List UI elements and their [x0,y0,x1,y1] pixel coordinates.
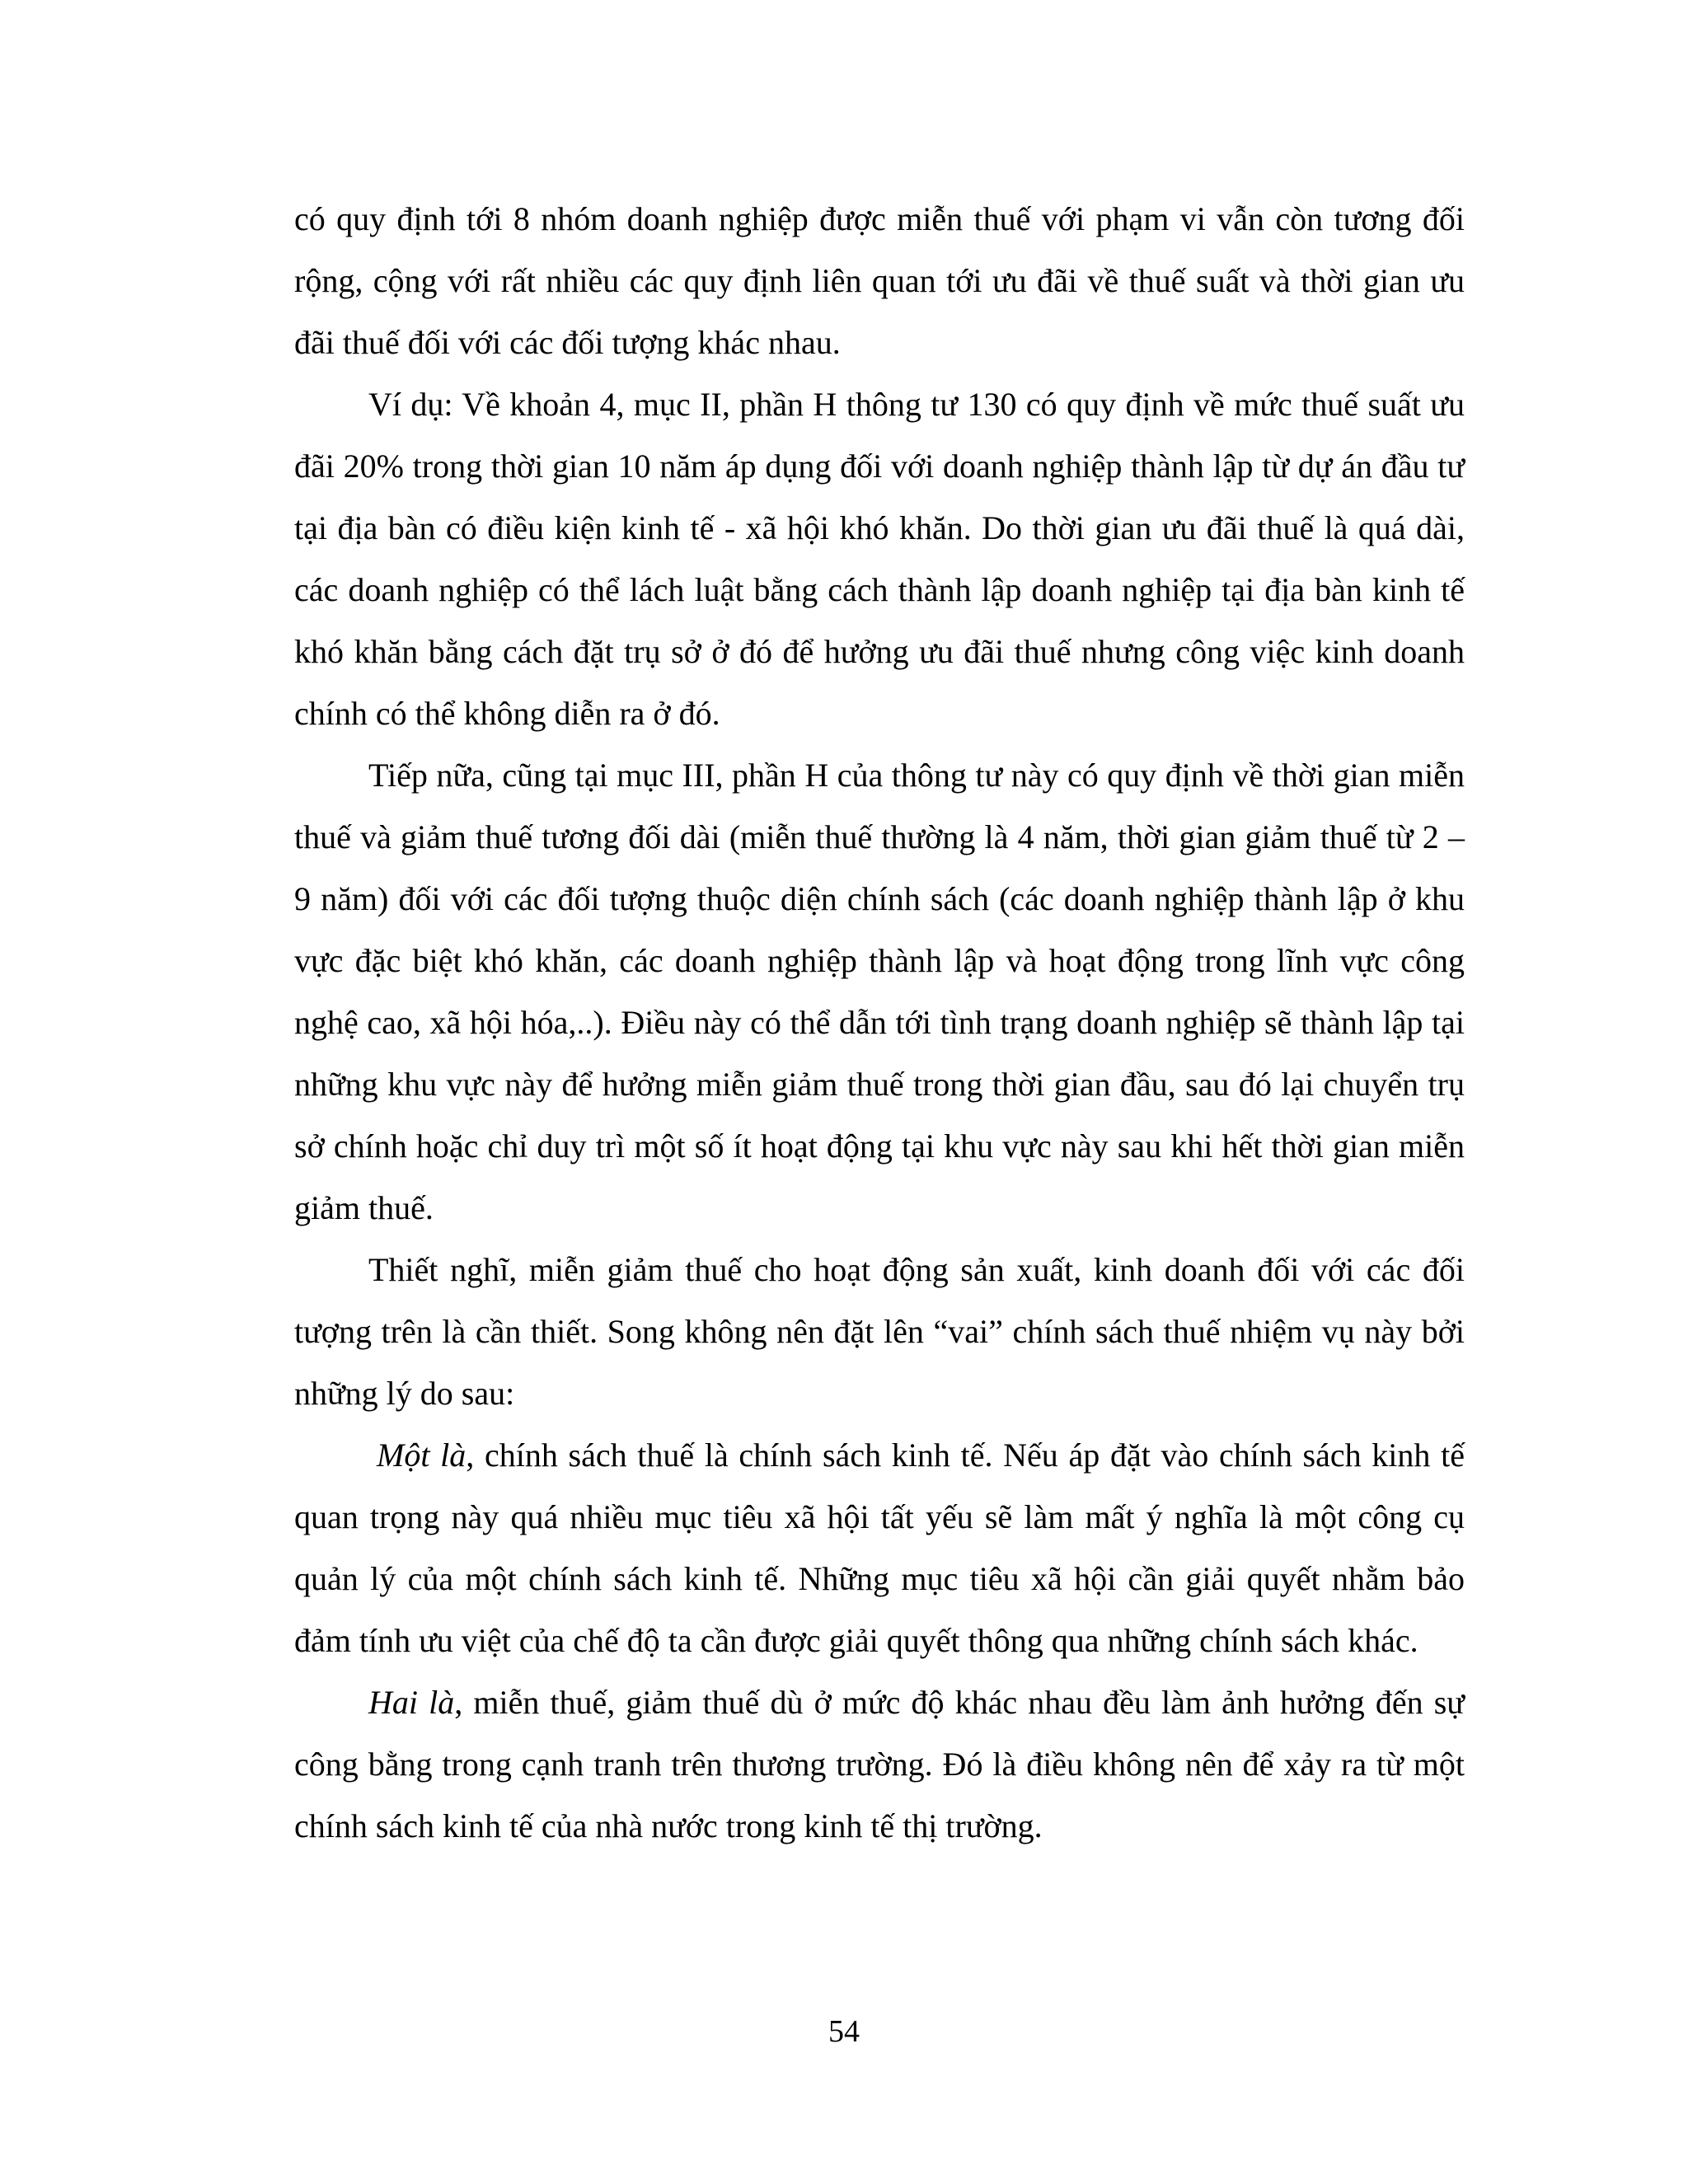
document-body [294,188,1465,1857]
paragraph-example [294,373,1465,744]
paragraph-furthermore [294,744,1465,1239]
paragraph-continuation [294,188,1465,373]
paragraph-text: Thiết nghĩ, miễn giảm thuế cho hoạt động sản xuất, kinh doanh đối với các đối tượng trên là cần thiết. Song không nên đặt lên “vai” chính sách thuế nhiệm vụ này bởi những lý do sau: [294,1251,1465,1412]
paragraph-text: , chính sách thuế là chính sách kinh tế. Nếu áp đặt vào chính sách kinh tế quan trọng này quá nhiều mục tiêu xã hội tất yếu sẽ làm mất ý nghĩa là một công cụ quản lý của một chính sách kinh tế. Những mục tiêu xã hội cần giải quyết nhằm bảo đảm tính ưu việt của chế độ ta cần được giải quyết thông qua những chính sách khác. [294,1436,1465,1659]
paragraph-text: Ví dụ: Về khoản 4, mục II, phần H thông tư 130 có quy định về mức thuế suất ưu đãi 20% trong thời gian 10 năm áp dụng đối với doanh nghiệp thành lập từ dự án đầu tư tại địa bàn có điều kiện kinh tế - xã hội khó khăn. Do thời gian ưu đãi thuế là quá dài, các doanh nghiệp có thể lách luật bằng cách thành lập doanh nghiệp tại địa bàn kinh tế khó khăn bằng cách đặt trụ sở ở đó để hưởng ưu đãi thuế nhưng công việc kinh doanh chính có thể không diễn ra ở đó. [294,386,1465,732]
paragraph-text: Tiếp nữa, cũng tại mục III, phần H của thông tư này có quy định về thời gian miễn thuế và giảm thuế tương đối dài (miễn thuế thường là 4 năm, thời gian giảm thuế từ 2 – 9 năm) đối với các đối tượng thuộc diện chính sách (các doanh nghiệp thành lập ở khu vực đặc biệt khó khăn, các doanh nghiệp thành lập và hoạt động trong lĩnh vực công nghệ cao, xã hội hóa,..). Điều này có thể dẫn tới tình trạng doanh nghiệp sẽ thành lập tại những khu vực này để hưởng miễn giảm thuế trong thời gian đầu, sau đó lại chuyển trụ sở chính hoặc chỉ duy trì một số ít hoạt động tại khu vực này sau khi hết thời gian miễn giảm thuế. [294,757,1465,1226]
paragraph-reason-two [294,1671,1465,1857]
reason-lead: Hai là [368,1684,455,1721]
page-number: 54 [828,2014,860,2049]
paragraph-opinion [294,1239,1465,1424]
paragraph-text: có quy định tới 8 nhóm doanh nghiệp được miễn thuế với phạm vi vẫn còn tương đối rộng, cộng với rất nhiều các quy định liên quan tới ưu đãi về thuế suất và thời gian ưu đãi thuế đối với các đối tượng khác nhau. [294,200,1465,361]
paragraph-reason-one [294,1424,1465,1671]
paragraph-text: , miễn thuế, giảm thuế dù ở mức độ khác nhau đều làm ảnh hưởng đến sự công bằng trong cạnh tranh trên thương trường. Đó là điều không nên để xảy ra từ một chính sách kinh tế của nhà nước trong kinh tế thị trường. [294,1684,1465,1844]
reason-lead: Một là [377,1436,467,1474]
